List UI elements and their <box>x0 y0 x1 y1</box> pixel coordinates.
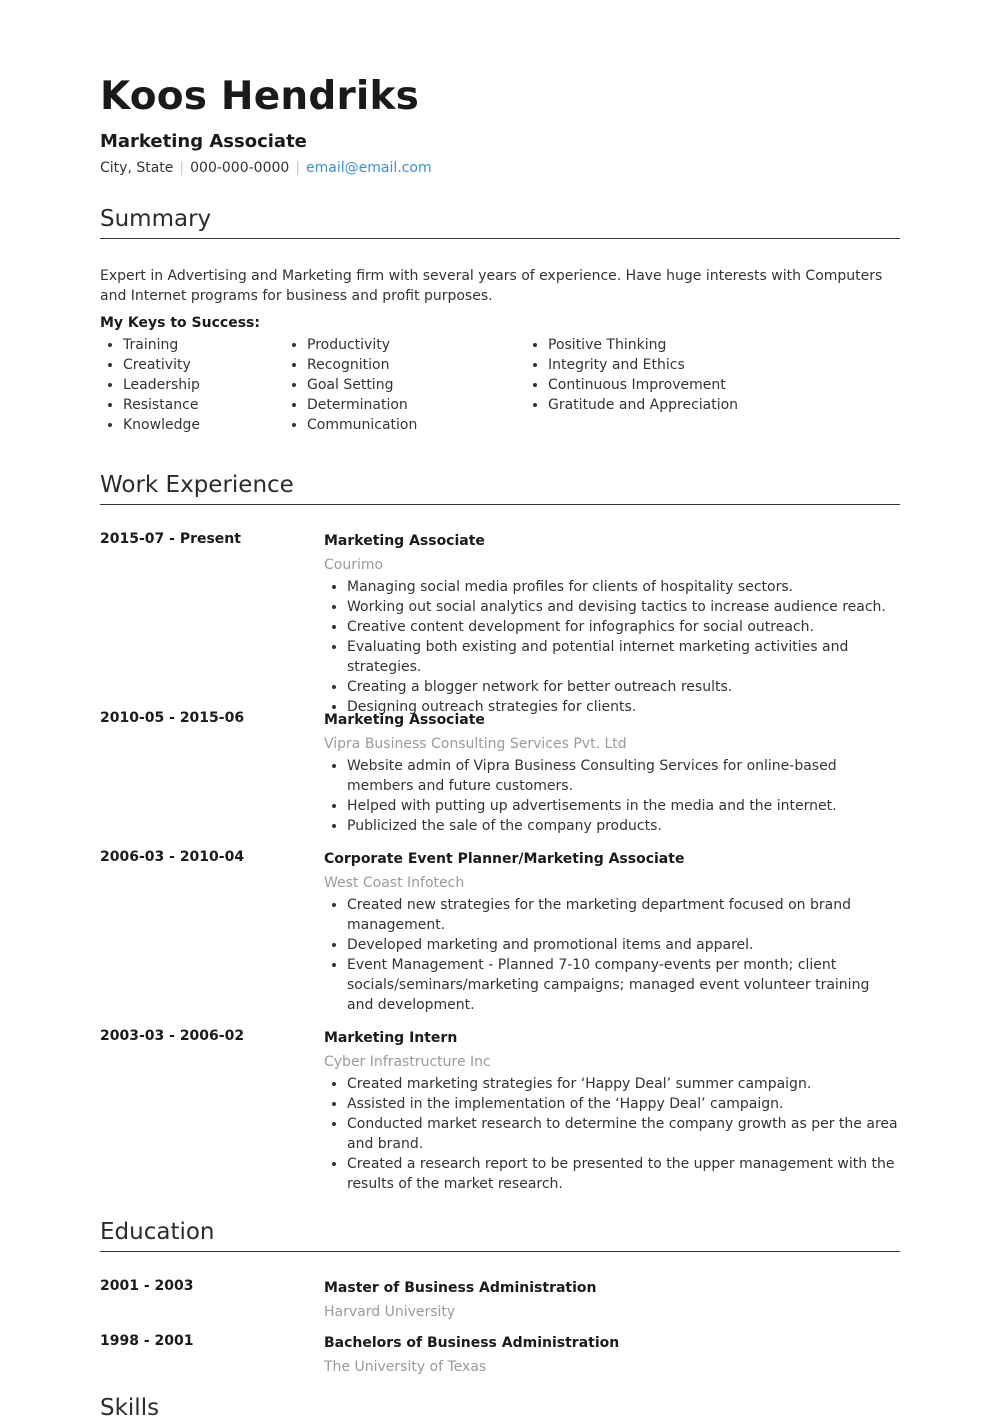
keys-list <box>525 335 738 415</box>
job-dates: 2003-03 - 2006-02 <box>100 1028 245 1044</box>
phone-text: 000-000-0000 <box>190 160 290 176</box>
email-link[interactable]: email@email.com <box>306 160 432 176</box>
list-item: • Publicized the sale of the company products. <box>347 816 900 836</box>
list-item: • Continuous Improvement <box>548 375 738 395</box>
job-bullets <box>324 577 900 717</box>
list-item: • Evaluating both existing and potential internet marketing activities and strategies. <box>347 637 900 677</box>
list-item: • Creating a blogger network for better outreach results. <box>347 677 900 697</box>
job-company: Vipra Business Consulting Services Pvt. Ltd <box>324 736 627 752</box>
list-item: • Working out social analytics and devising tactics to increase audience reach. <box>347 597 900 617</box>
job-company: Courimo <box>324 557 384 573</box>
job-title: Corporate Event Planner/Marketing Associate <box>324 851 685 867</box>
job-title: Marketing Intern <box>324 1030 458 1046</box>
list-item: • Leadership <box>123 375 200 395</box>
list-item: • Conducted market research to determine the company growth as per the area and brand. <box>347 1114 900 1154</box>
job-dates: 2006-03 - 2010-04 <box>100 849 245 865</box>
job-entry <box>324 1026 900 1194</box>
job-dates: 2015-07 - Present <box>100 531 241 547</box>
separator: | <box>179 160 185 176</box>
summary-text: Expert in Advertising and Marketing firm with several years of experience. Have huge interests with Computers and Internet programs for business and profit purposes. <box>100 268 883 304</box>
school-name: The University of Texas <box>324 1359 487 1375</box>
list-item: • Productivity <box>307 335 417 355</box>
job-entry <box>324 529 900 717</box>
list-item: • Creativity <box>123 355 200 375</box>
education-heading: Education <box>100 1219 900 1252</box>
job-title: Marketing Associate <box>324 712 485 728</box>
list-item: • Positive Thinking <box>548 335 738 355</box>
candidate-role: Marketing Associate <box>100 131 307 152</box>
keys-list <box>284 335 417 435</box>
education-entry <box>324 1276 900 1324</box>
list-item: • Integrity and Ethics <box>548 355 738 375</box>
degree-title: Bachelors of Business Administration <box>324 1335 620 1351</box>
summary-heading: Summary <box>100 206 900 239</box>
list-item: • Knowledge <box>123 415 200 435</box>
list-item: • Resistance <box>123 395 200 415</box>
list-item: • Developed marketing and promotional items and apparel. <box>347 935 900 955</box>
education-entry <box>324 1331 900 1379</box>
list-item: • Recognition <box>307 355 417 375</box>
keys-label: My Keys to Success: <box>100 315 260 331</box>
list-item: • Creative content development for infographics for social outreach. <box>347 617 900 637</box>
list-item: • Created new strategies for the marketing department focused on brand management. <box>347 895 900 935</box>
location-text: City, State <box>100 160 174 176</box>
list-item: • Gratitude and Appreciation <box>548 395 738 415</box>
list-item: • Assisted in the implementation of the ‘Happy Deal’ campaign. <box>347 1094 900 1114</box>
job-bullets <box>324 1074 900 1194</box>
education-dates: 2001 - 2003 <box>100 1278 194 1294</box>
job-company: West Coast Infotech <box>324 875 465 891</box>
list-item: • Designing outreach strategies for clients. <box>347 697 900 717</box>
list-item: • Website admin of Vipra Business Consulting Services for online-based members and future customers. <box>347 756 900 796</box>
job-bullets <box>324 756 900 836</box>
work-heading: Work Experience <box>100 472 900 505</box>
school-name: Harvard University <box>324 1304 456 1320</box>
candidate-name: Koos Hendriks <box>100 74 420 119</box>
list-item: • Determination <box>307 395 417 415</box>
contact-line <box>100 160 432 176</box>
list-item: • Created marketing strategies for ‘Happy Deal’ summer campaign. <box>347 1074 900 1094</box>
list-item: • Helped with putting up advertisements in the media and the internet. <box>347 796 900 816</box>
list-item: • Communication <box>307 415 417 435</box>
list-item: • Created a research report to be presented to the upper management with the results of the market research. <box>347 1154 900 1194</box>
keys-list <box>100 335 200 435</box>
list-item: • Training <box>123 335 200 355</box>
separator: | <box>295 160 301 176</box>
job-entry <box>324 708 900 836</box>
job-bullets <box>324 895 900 1015</box>
list-item: • Goal Setting <box>307 375 417 395</box>
education-dates: 1998 - 2001 <box>100 1333 194 1349</box>
job-dates: 2010-05 - 2015-06 <box>100 710 245 726</box>
list-item: • Managing social media profiles for clients of hospitality sectors. <box>347 577 900 597</box>
list-item: • Event Management - Planned 7-10 company-events per month; client socials/seminars/marketing campaigns; managed event volunteer training and development. <box>347 955 900 1015</box>
job-entry <box>324 847 900 1015</box>
job-title: Marketing Associate <box>324 533 485 549</box>
job-company: Cyber Infrastructure Inc <box>324 1054 491 1070</box>
skills-heading: Skills <box>100 1395 160 1421</box>
degree-title: Master of Business Administration <box>324 1280 597 1296</box>
